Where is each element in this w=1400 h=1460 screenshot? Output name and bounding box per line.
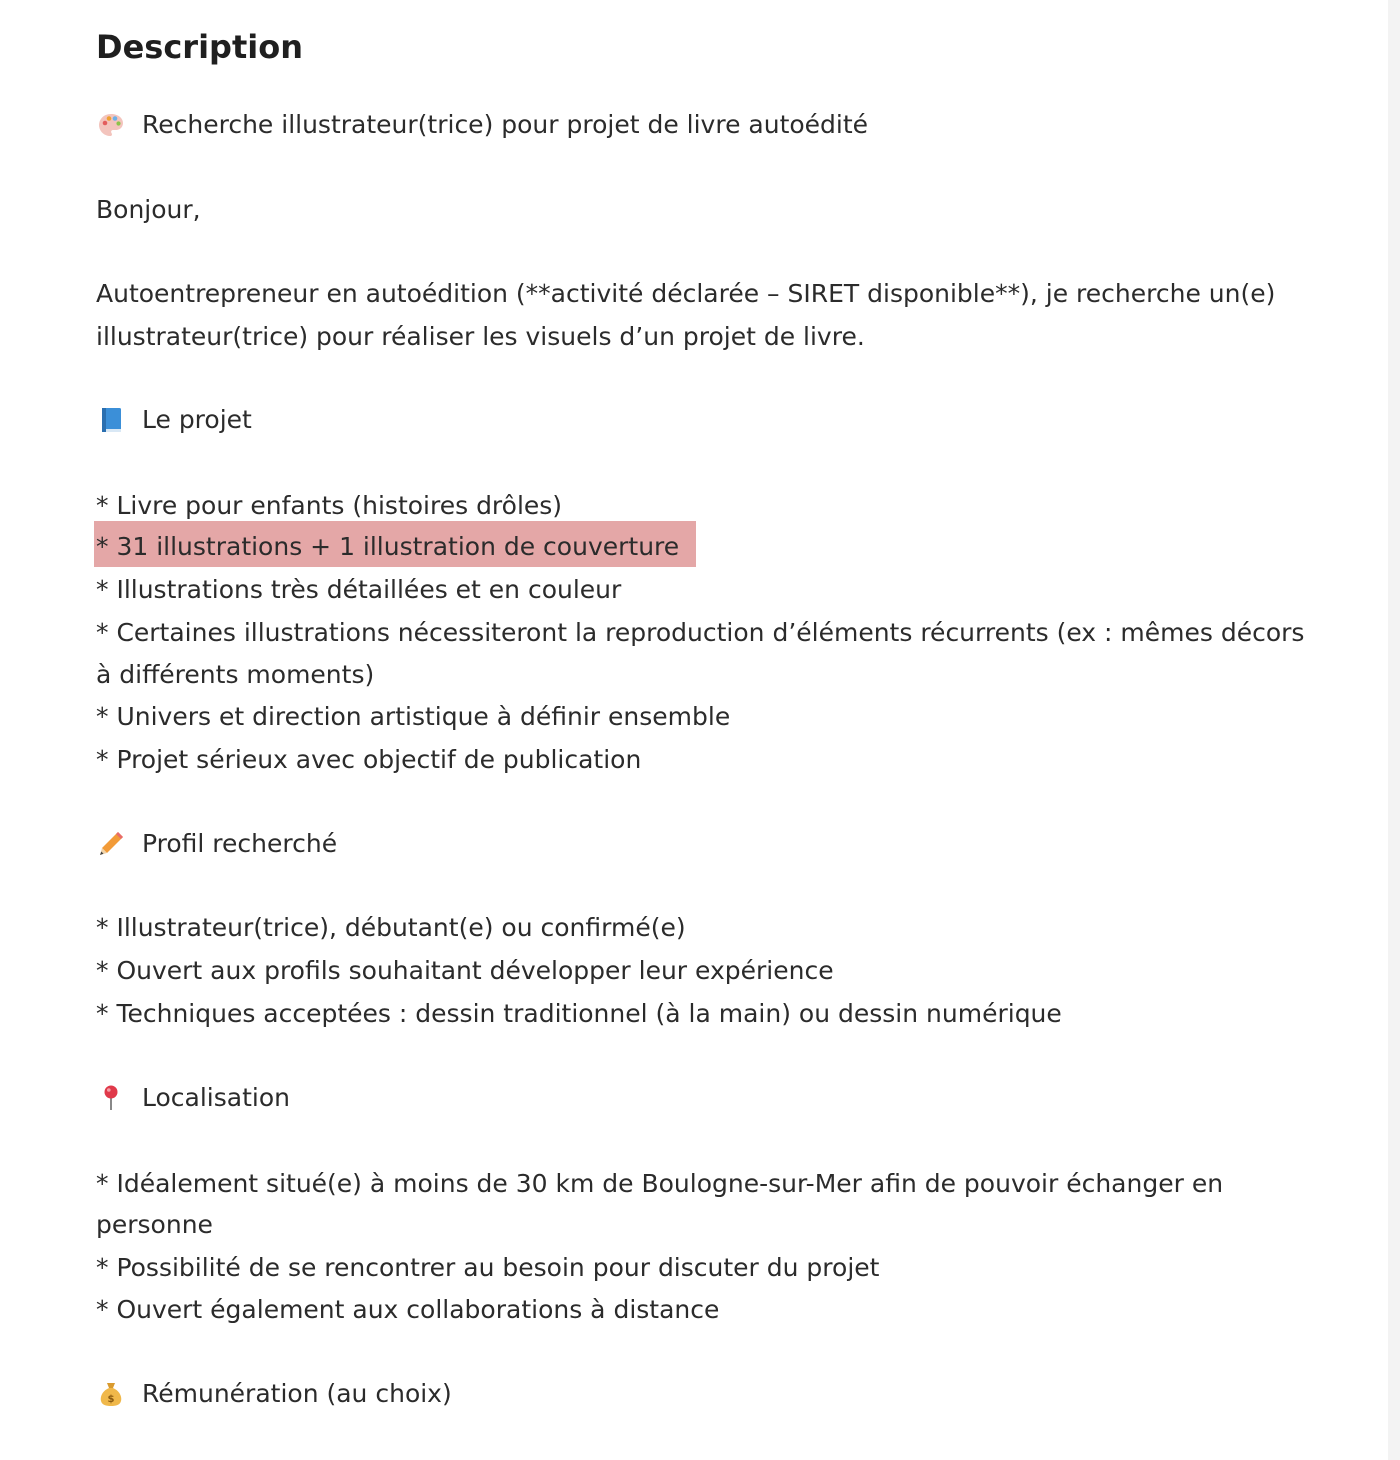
intro-text: Recherche illustrateur(trice) pour projet de livre autoédité [142, 110, 869, 139]
greeting-text: Bonjour, [96, 195, 201, 224]
section-remuneration-label: Rémunération (au choix) [142, 1379, 452, 1408]
list-item: * Livre pour enfants (histoires drôles) [96, 491, 563, 520]
money-bag-icon [96, 1379, 126, 1409]
list-item-continuation: à différents moments) [96, 660, 375, 689]
pin-icon [96, 1083, 126, 1113]
palette-icon [96, 110, 126, 140]
section-profil-label: Profil recherché [142, 829, 338, 858]
list-item-continuation: personne [96, 1210, 213, 1239]
blue-book-icon [96, 405, 126, 435]
list-item: * Projet sérieux avec objectif de publication [96, 745, 642, 774]
list-item: * Ouvert également aux collaborations à distance [96, 1295, 720, 1324]
list-item: * Certaines illustrations nécessiteront la reproduction d’éléments récurrents (ex : mêmes décors [96, 618, 1305, 647]
section-profil-title [96, 827, 337, 861]
svg-text:$: $ [107, 1394, 115, 1405]
description-heading: Description [96, 28, 303, 66]
list-item-highlighted: * 31 illustrations + 1 illustration de couverture [96, 532, 680, 561]
list-item: * Techniques acceptées : dessin traditionnel (à la main) ou dessin numérique [96, 999, 1062, 1028]
list-item: * Possibilité de se rencontrer au besoin pour discuter du projet [96, 1253, 880, 1282]
section-localisation-title [96, 1081, 290, 1115]
section-localisation-label: Localisation [142, 1083, 290, 1112]
list-item: * Illustrateur(trice), débutant(e) ou confirmé(e) [96, 913, 686, 942]
list-item: * Ouvert aux profils souhaitant développer leur expérience [96, 956, 834, 985]
scrollbar-track[interactable] [1388, 0, 1400, 1460]
section-projet-label: Le projet [142, 405, 252, 434]
paragraph-line-2: illustrateur(trice) pour réaliser les visuels d’un projet de livre. [96, 322, 865, 351]
intro-line [96, 108, 868, 142]
list-item: * Illustrations très détaillées et en couleur [96, 575, 622, 604]
section-projet-title [96, 403, 252, 437]
list-item: * Idéalement situé(e) à moins de 30 km de Boulogne-sur-Mer afin de pouvoir échanger en [96, 1169, 1224, 1198]
pencil-icon [96, 829, 126, 859]
list-item: * Univers et direction artistique à définir ensemble [96, 702, 731, 731]
paragraph-line-1: Autoentrepreneur en autoédition (**activité déclarée – SIRET disponible**), je recherche un(e) [96, 279, 1276, 308]
section-remuneration-title [96, 1377, 452, 1411]
